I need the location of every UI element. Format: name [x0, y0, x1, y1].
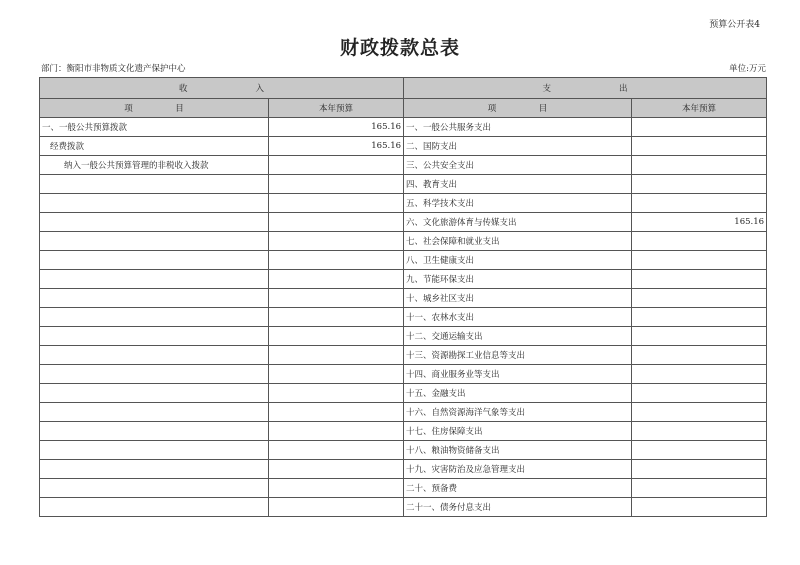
income-item-cell	[40, 232, 269, 251]
income-value-cell	[269, 308, 404, 327]
expense-item-cell: 十七、住房保障支出	[404, 422, 632, 441]
expense-value-cell	[632, 403, 767, 422]
expense-value-cell	[632, 422, 767, 441]
expense-item-cell: 三、公共安全支出	[404, 156, 632, 175]
expense-value-cell	[632, 118, 767, 137]
expense-item-cell: 十、城乡社区支出	[404, 289, 632, 308]
expense-value-cell	[632, 479, 767, 498]
table-row	[40, 118, 767, 137]
table-row	[40, 289, 767, 308]
income-value-cell	[269, 479, 404, 498]
expense-item-cell: 十四、商业服务业等支出	[404, 365, 632, 384]
expense-value-cell	[632, 365, 767, 384]
income-item-cell: 经费拨款	[40, 137, 269, 156]
expense-item-cell: 十八、粮油物资储备支出	[404, 441, 632, 460]
income-item-cell	[40, 479, 269, 498]
expense-value-cell	[632, 232, 767, 251]
table-row	[40, 498, 767, 517]
income-item-cell	[40, 327, 269, 346]
expense-value-cell	[632, 460, 767, 479]
expense-value-cell	[632, 346, 767, 365]
income-item-cell	[40, 403, 269, 422]
expense-budget-column-header: 本年预算	[632, 99, 767, 118]
budget-table	[39, 77, 767, 517]
income-budget-column-header: 本年预算	[269, 99, 404, 118]
expense-item-cell: 十九、灾害防治及应急管理支出	[404, 460, 632, 479]
income-value-cell	[269, 460, 404, 479]
expense-value-cell	[632, 308, 767, 327]
table-row	[40, 308, 767, 327]
expense-item-cell: 二、国防支出	[404, 137, 632, 156]
income-value-cell	[269, 365, 404, 384]
income-item-cell	[40, 384, 269, 403]
table-row	[40, 384, 767, 403]
table-row	[40, 327, 767, 346]
table-row	[40, 441, 767, 460]
income-value-cell	[269, 403, 404, 422]
expense-item-cell: 六、文化旅游体育与传媒支出	[404, 213, 632, 232]
income-item-cell: 纳入一般公共预算管理的非税收入拨款	[40, 156, 269, 175]
income-value-cell	[269, 498, 404, 517]
income-value-cell	[269, 156, 404, 175]
expense-item-cell: 二十一、债务付息支出	[404, 498, 632, 517]
income-value-cell	[269, 251, 404, 270]
expense-item-column-header: 项 目	[404, 99, 632, 118]
income-value-cell: 165.16	[269, 118, 404, 137]
income-item-cell	[40, 441, 269, 460]
income-value-cell	[269, 194, 404, 213]
expense-item-cell: 十二、交通运输支出	[404, 327, 632, 346]
expense-item-cell: 十六、自然资源海洋气象等支出	[404, 403, 632, 422]
expense-item-cell: 一、一般公共服务支出	[404, 118, 632, 137]
income-header: 收 入	[40, 78, 404, 99]
income-item-cell	[40, 498, 269, 517]
income-item-cell	[40, 213, 269, 232]
income-item-column-header: 项 目	[40, 99, 269, 118]
income-value-cell	[269, 232, 404, 251]
unit-label: 单位:万元	[729, 64, 766, 74]
expense-value-cell	[632, 327, 767, 346]
income-item-cell	[40, 175, 269, 194]
income-value-cell	[269, 270, 404, 289]
expense-item-cell: 二十、预备费	[404, 479, 632, 498]
income-value-cell	[269, 327, 404, 346]
table-row	[40, 270, 767, 289]
page-title: 财政拨款总表	[339, 37, 460, 59]
expense-item-cell: 十五、金融支出	[404, 384, 632, 403]
table-row	[40, 137, 767, 156]
income-item-cell	[40, 270, 269, 289]
expense-value-cell	[632, 251, 767, 270]
income-item-cell	[40, 194, 269, 213]
income-value-cell	[269, 213, 404, 232]
income-item-cell	[40, 289, 269, 308]
income-value-cell	[269, 422, 404, 441]
income-item-cell	[40, 251, 269, 270]
expense-value-cell	[632, 156, 767, 175]
table-row	[40, 365, 767, 384]
table-row	[40, 479, 767, 498]
expense-value-cell	[632, 175, 767, 194]
table-row	[40, 403, 767, 422]
expense-item-cell: 十一、农林水支出	[404, 308, 632, 327]
income-item-cell	[40, 346, 269, 365]
expense-item-cell: 九、节能环保支出	[404, 270, 632, 289]
table-row	[40, 175, 767, 194]
table-number-label: 预算公开表4	[709, 20, 760, 30]
income-value-cell	[269, 175, 404, 194]
income-item-cell	[40, 365, 269, 384]
table-row	[40, 232, 767, 251]
income-item-cell	[40, 308, 269, 327]
expense-item-cell: 七、社会保障和就业支出	[404, 232, 632, 251]
income-item-cell	[40, 422, 269, 441]
expense-header: 支 出	[404, 78, 767, 99]
expense-value-cell	[632, 441, 767, 460]
expense-value-cell	[632, 194, 767, 213]
table-row	[40, 460, 767, 479]
expense-item-cell: 五、科学技术支出	[404, 194, 632, 213]
expense-value-cell	[632, 498, 767, 517]
table-header-row	[40, 78, 767, 99]
department-label: 部门：衡阳市非物质文化遗产保护中心	[41, 64, 186, 74]
income-item-cell: 一、一般公共预算拨款	[40, 118, 269, 137]
income-value-cell: 165.16	[269, 137, 404, 156]
table-row	[40, 251, 767, 270]
expense-item-cell: 八、卫生健康支出	[404, 251, 632, 270]
expense-value-cell: 165.16	[632, 213, 767, 232]
table-row	[40, 213, 767, 232]
expense-value-cell	[632, 289, 767, 308]
table-row	[40, 422, 767, 441]
expense-value-cell	[632, 137, 767, 156]
table-row	[40, 194, 767, 213]
expense-item-cell: 十三、资源勘探工业信息等支出	[404, 346, 632, 365]
table-row	[40, 156, 767, 175]
income-value-cell	[269, 289, 404, 308]
income-value-cell	[269, 384, 404, 403]
income-value-cell	[269, 441, 404, 460]
income-item-cell	[40, 460, 269, 479]
expense-item-cell: 四、教育支出	[404, 175, 632, 194]
income-value-cell	[269, 346, 404, 365]
expense-value-cell	[632, 384, 767, 403]
table-row	[40, 346, 767, 365]
table-subheader-row	[40, 99, 767, 118]
expense-value-cell	[632, 270, 767, 289]
